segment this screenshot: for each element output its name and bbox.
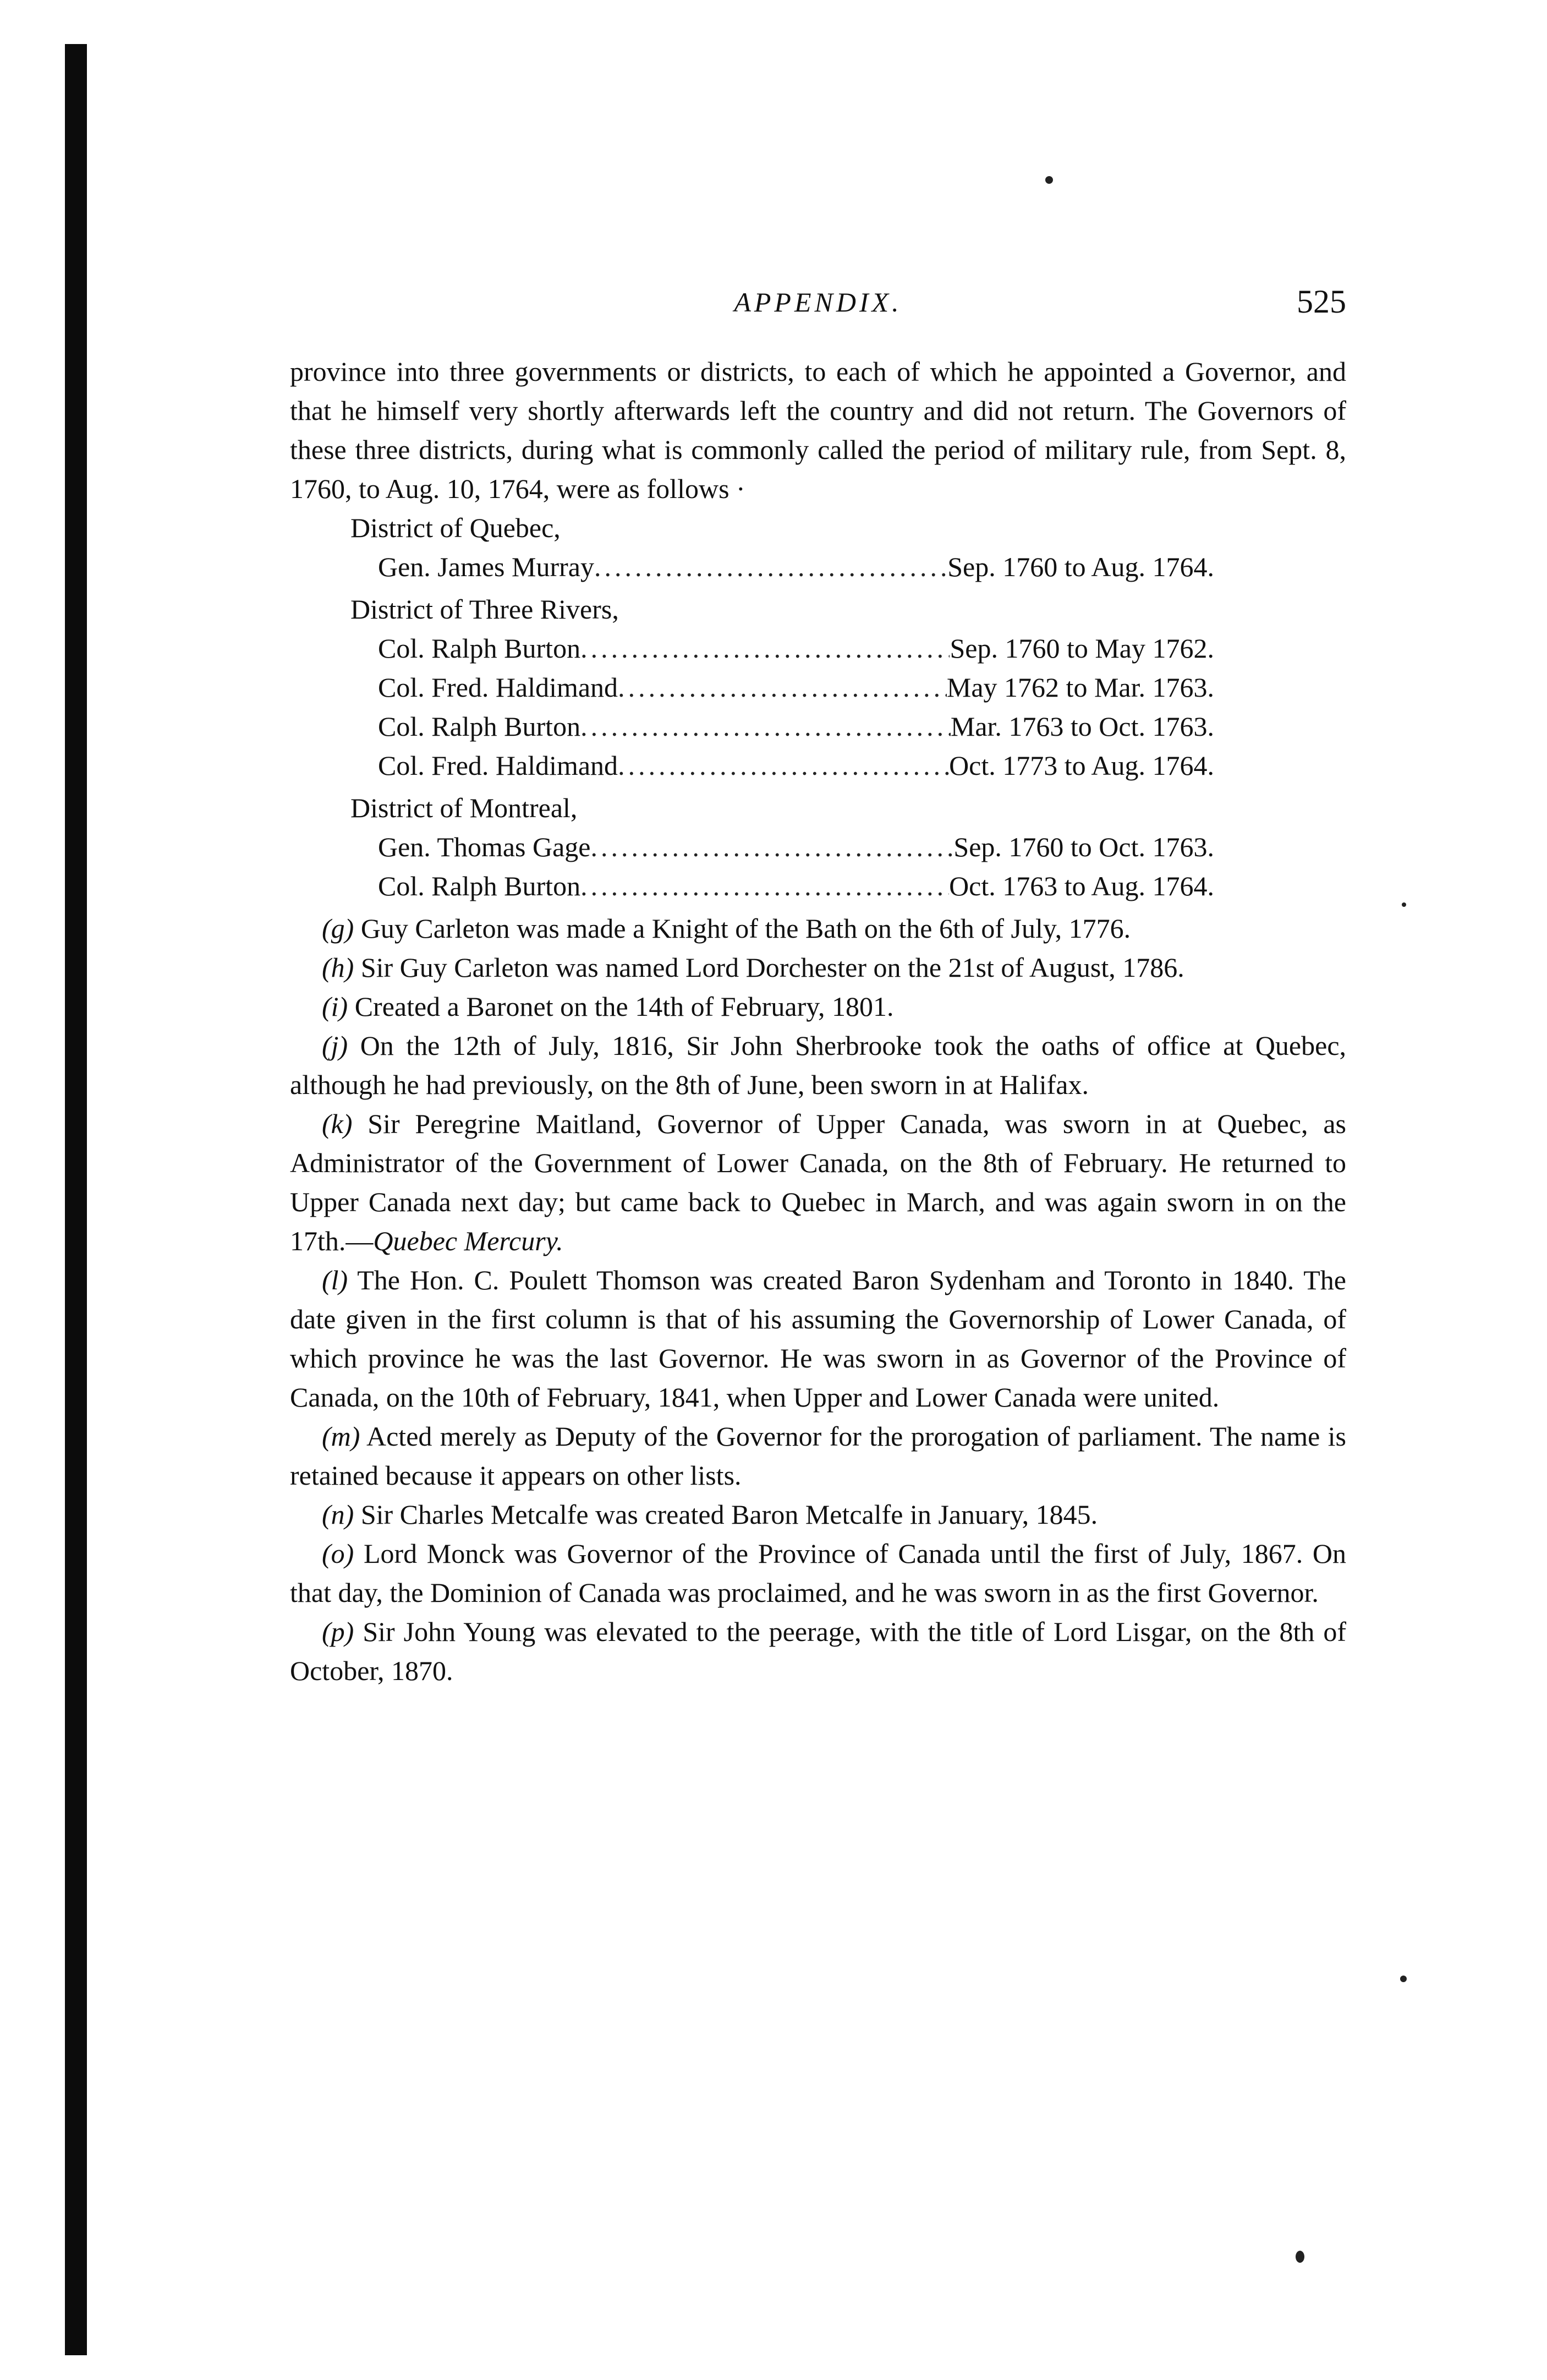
governor-dates: May 1762 to Mar. 1763. — [946, 672, 1214, 703]
footnote-n — [290, 1495, 1346, 1534]
footnote-k — [290, 1104, 1346, 1261]
footnote-o — [290, 1534, 1346, 1612]
book-page — [290, 283, 1347, 1690]
governor-row — [378, 746, 1214, 785]
governor-name: Gen. Thomas Gage — [378, 831, 591, 862]
footnote-j — [290, 1026, 1346, 1104]
binding-edge — [65, 44, 87, 2355]
dot-leader — [594, 548, 947, 587]
intro-paragraph: province into three governments or districts, to each of which he appointed a Governor, and that he himself very shortly afterwards left the country and did not return. The Governors of these three districts, during what is commonly called the period of military rule, from Sept. 8, 1760, to Aug. 10, 1764, were as follows · — [290, 356, 1346, 504]
district-quebec — [290, 508, 1346, 587]
governor-row — [378, 867, 1214, 906]
footnote-g — [290, 909, 1346, 948]
dot-leader — [580, 629, 950, 668]
dot-leader — [590, 828, 953, 867]
district-montreal — [290, 789, 1346, 906]
governor-name: Col. Fred. Haldimand — [378, 750, 618, 781]
footnote-text: Created a Baronet on the 14th of February, 1801. — [354, 991, 894, 1022]
footnote-label: (o) — [322, 1538, 354, 1569]
district-heading: District of Three Rivers, — [350, 594, 619, 625]
district-heading: District of Montreal, — [350, 792, 578, 823]
governor-row — [378, 828, 1214, 867]
footnote-text: Sir Peregrine Maitland, Governor of Upper Canada, was sworn in at Quebec, as Administrator of the Government of Lower Canada, on the 8th of February. He returned to Upper Canada next day; but came back to Quebec in March, and was again sworn in on the 17th.— — [290, 1108, 1346, 1256]
footnote-label: (n) — [322, 1499, 354, 1530]
footnote-h — [290, 948, 1346, 987]
footnote-citation: Quebec Mercury. — [373, 1225, 563, 1256]
footnote-m — [290, 1417, 1346, 1495]
governor-name: Col. Ralph Burton — [378, 871, 581, 901]
running-head: APPENDIX. — [734, 287, 902, 318]
governor-name: Col. Ralph Burton — [378, 711, 581, 742]
footnote-text: Guy Carleton was made a Knight of the Bath on the 6th of July, 1776. — [360, 913, 1131, 944]
footnote-label: (m) — [322, 1421, 360, 1452]
footnote-label: (i) — [322, 991, 348, 1022]
governor-name: Gen. James Murray — [378, 551, 594, 582]
governor-dates: Oct. 1773 to Aug. 1764. — [949, 750, 1214, 781]
governor-dates: Sep. 1760 to Aug. 1764. — [947, 551, 1214, 582]
governor-row — [378, 668, 1214, 707]
footnote-label: (g) — [322, 913, 354, 944]
footnote-text: The Hon. C. Poulett Thomson was created Baron Sydenham and Toronto in 1840. The date given in the first column is that of his assuming the Governorship of Lower Canada, of which province he was the last Governor. He was sworn in as Governor of the Province of Canada, on the 10th of February, 1841, when Upper and Lower Canada were united. — [290, 1265, 1346, 1413]
district-heading: District of Quebec, — [350, 512, 561, 543]
footnote-text: On the 12th of July, 1816, Sir John Sherbrooke took the oaths of office at Quebec, although he had previously, on the 8th of June, been sworn in at Halifax. — [290, 1030, 1347, 1100]
footnote-text: Lord Monck was Governor of the Province of Canada until the first of July, 1867. On that day, the Dominion of Canada was proclaimed, and he was sworn in as the first Governor. — [290, 1538, 1347, 1608]
districts-list — [290, 508, 1346, 906]
footnote-text: Sir Guy Carleton was named Lord Dorchester on the 21st of August, 1786. — [360, 952, 1184, 983]
footnote-l — [290, 1261, 1346, 1417]
footnote-text: Acted merely as Deputy of the Governor for the prorogation of parliament. The name is retained because it appears on other lists. — [290, 1421, 1346, 1491]
footnote-label: (h) — [322, 952, 354, 983]
governor-dates: Oct. 1763 to Aug. 1764. — [949, 871, 1214, 901]
footnote-text: Sir John Young was elevated to the peerage, with the title of Lord Lisgar, on the 8th of October, 1870. — [290, 1616, 1346, 1686]
page-header — [290, 283, 1346, 352]
dot-leader — [580, 707, 951, 746]
governor-dates: Sep. 1760 to Oct. 1763. — [953, 831, 1214, 862]
footnote-label: (p) — [322, 1616, 354, 1647]
governor-name: Col. Ralph Burton — [378, 633, 581, 664]
footnote-i — [290, 987, 1346, 1026]
page-speck — [1402, 902, 1406, 907]
dot-leader — [618, 746, 949, 785]
governor-row — [378, 629, 1214, 668]
governor-row — [378, 548, 1214, 587]
footnote-label: (j) — [322, 1030, 348, 1061]
footnote-p — [290, 1612, 1346, 1690]
page-speck — [1400, 1976, 1407, 1982]
dot-leader — [580, 867, 949, 906]
footnote-label: (l) — [322, 1265, 348, 1295]
governor-dates: Sep. 1760 to May 1762. — [950, 633, 1214, 664]
governor-name: Col. Fred. Haldimand — [378, 672, 618, 703]
footnotes — [290, 909, 1346, 1690]
footnote-text: Sir Charles Metcalfe was created Baron Metcalfe in January, 1845. — [360, 1499, 1098, 1530]
page-number: 525 — [1297, 283, 1346, 320]
page-speck — [1296, 2251, 1304, 2263]
page-speck — [1045, 176, 1053, 184]
dot-leader — [618, 668, 947, 707]
footnote-label: (k) — [322, 1108, 353, 1139]
district-three-rivers — [290, 590, 1346, 785]
governor-row — [378, 707, 1214, 746]
governor-dates: Mar. 1763 to Oct. 1763. — [950, 711, 1214, 742]
